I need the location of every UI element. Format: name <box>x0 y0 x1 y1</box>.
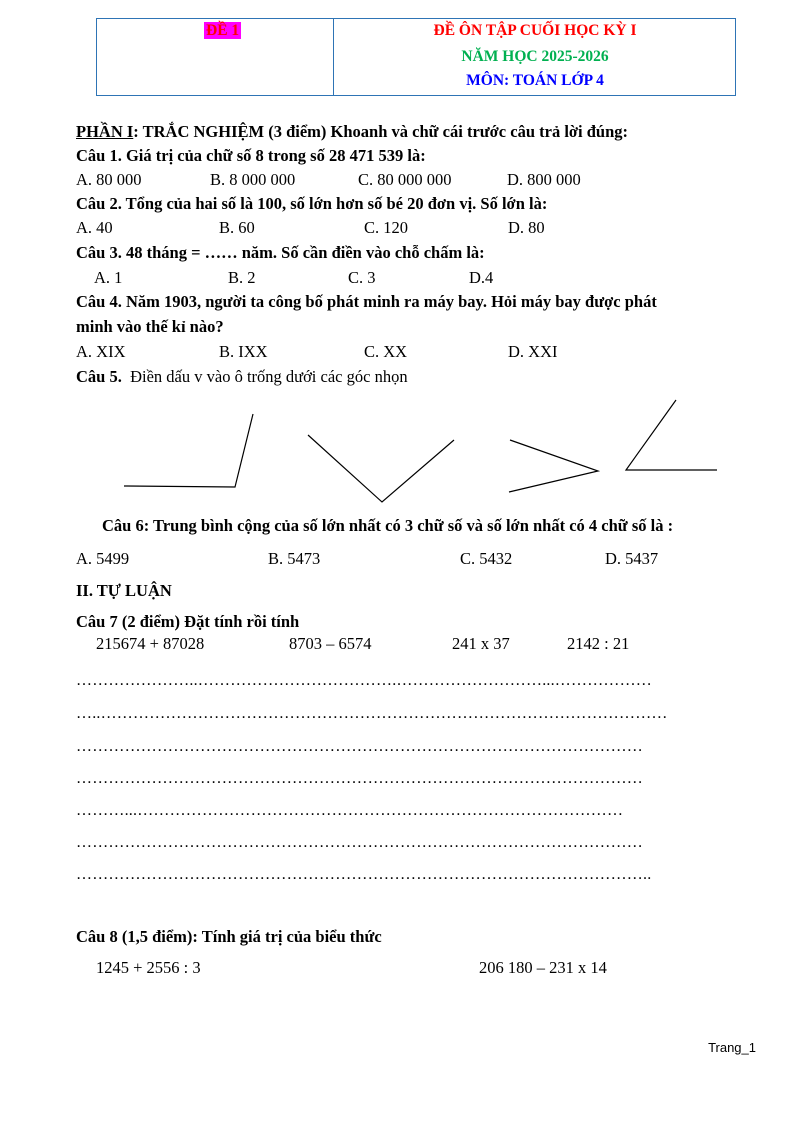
q8-expr-1: 1245 + 2556 : 3 <box>96 958 201 977</box>
exam-title: ĐỀ ÔN TẬP CUỐI HỌC KỲ I <box>433 22 637 39</box>
q2-option-c: C. 120 <box>364 218 409 237</box>
answer-line-4: …………………………………………………………………………………………… <box>76 770 643 787</box>
part2-heading: II. TỰ LUẬN <box>76 581 172 600</box>
q4-option-c: C. XX <box>364 342 408 361</box>
answer-line-1: …………………..……………………………….………………………...……………… <box>76 672 652 689</box>
q4-option-a: A. XIX <box>76 342 126 361</box>
exam-code-label: ĐỀ 1 <box>206 22 240 39</box>
page-number: Trang_1 <box>708 1040 756 1055</box>
question-4-line2: minh vào thế kỉ nào? <box>76 317 224 336</box>
question-2: Câu 2. Tổng của hai số là 100, số lớn hơn số bé 20 đơn vị. Số lớn là: <box>76 194 548 213</box>
q1-option-d: D. 800 000 <box>507 170 581 189</box>
q7-expr-1: 215674 + 87028 <box>96 634 205 653</box>
angles-figure <box>0 390 794 510</box>
answer-line-2: …..…………………………………………………………………………………………… <box>76 705 668 722</box>
question-3: Câu 3. 48 tháng = …… năm. Số cần điền vào chỗ chấm là: <box>76 243 485 262</box>
question-5: Câu 5. Điền dấu v vào ô trống dưới các góc nhọn <box>76 367 408 386</box>
q2-option-d: D. 80 <box>508 218 545 237</box>
subject-line: MÔN: TOÁN LỚP 4 <box>466 72 604 89</box>
q1-option-b: B. 8 000 000 <box>210 170 296 189</box>
q3-option-b: B. 2 <box>228 268 256 287</box>
angle-1 <box>124 414 253 487</box>
question-1: Câu 1. Giá trị của chữ số 8 trong số 28 471 539 là: <box>76 146 426 165</box>
q4-option-b: B. IXX <box>219 342 268 361</box>
q6-option-b: B. 5473 <box>268 549 321 568</box>
q6-option-c: C. 5432 <box>460 549 513 568</box>
answer-line-5: ………...……………………………………………………………………………… <box>76 802 624 819</box>
q7-expr-2: 8703 – 6574 <box>289 634 372 653</box>
answer-line-3: …………………………………………………………………………………………… <box>76 738 643 755</box>
answer-line-7: …………………………………………………………………………………………….. <box>76 866 652 883</box>
q2-option-a: A. 40 <box>76 218 113 237</box>
q7-expr-3: 241 x 37 <box>452 634 510 653</box>
q7-expr-4: 2142 : 21 <box>567 634 630 653</box>
q3-option-d: D.4 <box>469 268 494 287</box>
question-7: Câu 7 (2 điểm) Đặt tính rồi tính <box>76 612 300 631</box>
q3-option-c: C. 3 <box>348 268 376 287</box>
question-6: Câu 6: Trung bình cộng của số lớn nhất có 3 chữ số và số lớn nhất có 4 chữ số là : <box>102 516 674 535</box>
angle-3 <box>509 440 598 492</box>
q1-option-a: A. 80 000 <box>76 170 142 189</box>
answer-line-6: …………………………………………………………………………………………… <box>76 834 643 851</box>
q8-expr-2: 206 180 – 231 x 14 <box>479 958 607 977</box>
q6-option-a: A. 5499 <box>76 549 130 568</box>
angle-4 <box>626 400 717 470</box>
question-8: Câu 8 (1,5 điểm): Tính giá trị của biểu thức <box>76 927 382 946</box>
angle-2 <box>308 435 454 502</box>
part1-heading: PHẦN I: TRẮC NGHIỆM (3 điểm) Khoanh và chữ cái trước câu trả lời đúng: <box>76 122 629 141</box>
q2-option-b: B. 60 <box>219 218 255 237</box>
question-4-line1: Câu 4. Năm 1903, người ta công bố phát minh ra máy bay. Hỏi máy bay được phát <box>76 292 657 311</box>
q4-option-d: D. XXI <box>508 342 558 361</box>
q3-option-a: A. 1 <box>94 268 123 287</box>
q6-option-d: D. 5437 <box>605 549 659 568</box>
q1-option-c: C. 80 000 000 <box>358 170 452 189</box>
school-year: NĂM HỌC 2025-2026 <box>461 48 609 65</box>
